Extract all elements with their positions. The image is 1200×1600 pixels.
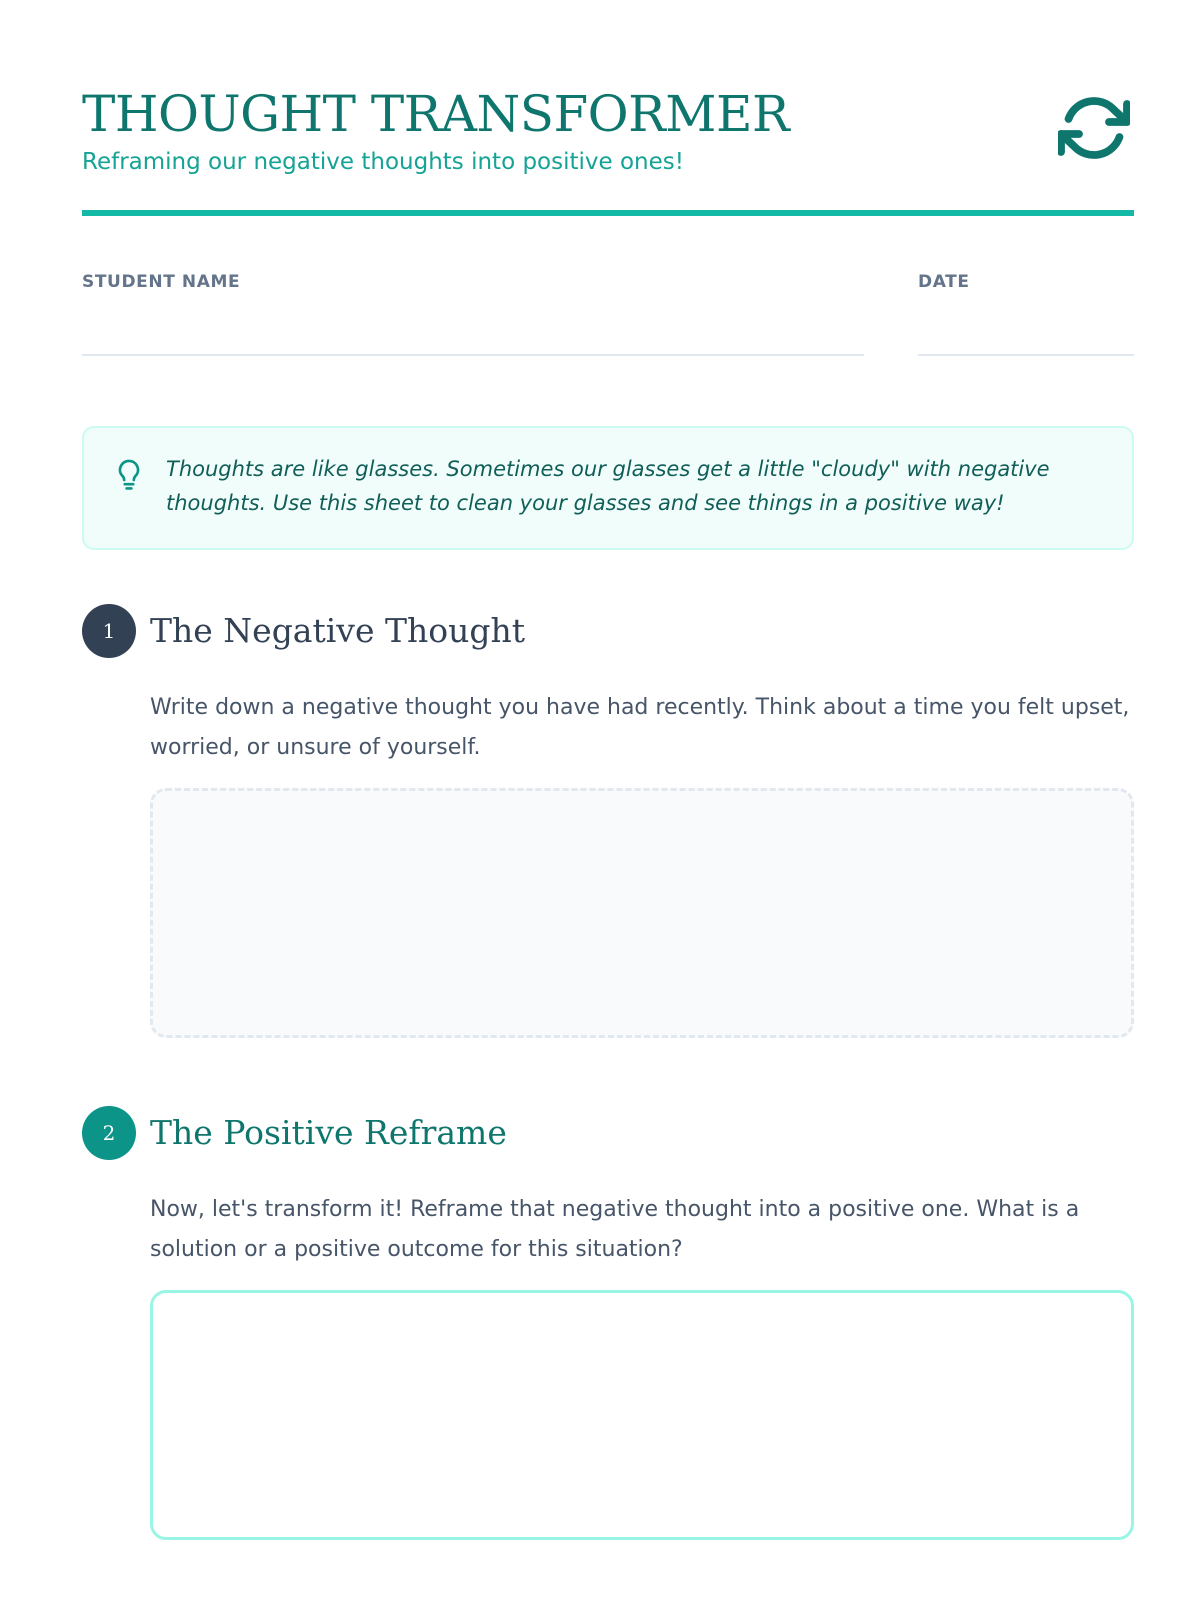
positive-reframe-answer-box[interactable] (150, 1290, 1134, 1540)
worksheet-header (82, 84, 1134, 214)
worksheet-page (82, 0, 1134, 1600)
page-subtitle: Reframing our negative thoughts into positive ones! (82, 149, 684, 175)
step-number-badge: 2 (82, 1106, 136, 1160)
negative-thought-answer-box[interactable] (150, 788, 1134, 1038)
student-name-field[interactable] (82, 270, 864, 294)
tip-box (82, 426, 1134, 550)
refresh-icon (1058, 92, 1130, 164)
page-title: THOUGHT TRANSFORMER (82, 85, 790, 143)
section-title: The Positive Reframe (150, 1113, 507, 1152)
section-description: Write down a negative thought you have had recently. Think about a time you felt upset, worried, or unsure of yourself. (150, 695, 1130, 760)
header-divider (82, 210, 1134, 216)
student-name-line (82, 354, 864, 356)
lightbulb-icon (114, 456, 144, 492)
tip-text: Thoughts are like glasses. Sometimes our glasses get a little "cloudy" with negative thoughts. Use this sheet to clean your glasses and see things in a positive way! (166, 457, 1050, 515)
date-label: DATE (918, 272, 970, 292)
section-negative-thought (82, 604, 1134, 1044)
section-positive-reframe (82, 1106, 1134, 1546)
step-number-badge: 1 (82, 604, 136, 658)
section-title: The Negative Thought (150, 611, 525, 650)
date-line (918, 354, 1134, 356)
section-description: Now, let's transform it! Reframe that negative thought into a positive one. What is a solution or a positive outcome for this situation? (150, 1197, 1080, 1262)
date-field[interactable] (918, 270, 1134, 294)
student-name-label: STUDENT NAME (82, 272, 241, 292)
